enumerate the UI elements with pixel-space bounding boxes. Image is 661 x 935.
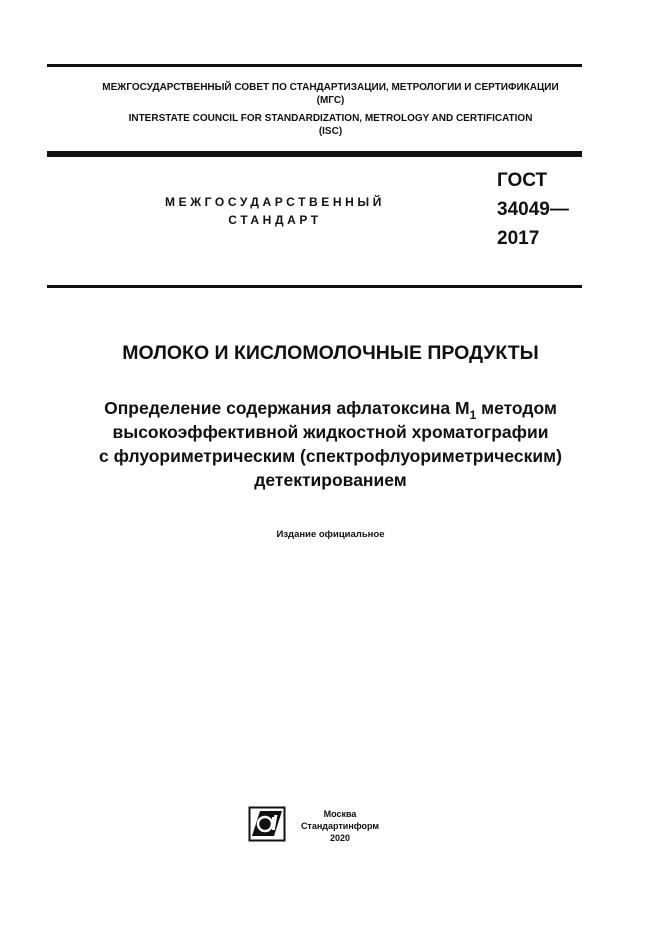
- gost-line3: 2017: [497, 228, 540, 249]
- council-ru-line2: (МГС): [316, 95, 345, 106]
- subtitle-line1-post: методом: [476, 398, 557, 418]
- subtitle-line1: [47, 397, 614, 420]
- standard-rule: [47, 285, 582, 288]
- document-title: МОЛОКО И КИСЛОМОЛОЧНЫЕ ПРОДУКТЫ: [122, 342, 539, 364]
- council-en-line2: (ISC): [318, 126, 343, 137]
- subtitle-line1-pre: Определение содержания афлатоксина M: [104, 398, 470, 418]
- publisher-city: Москва: [323, 809, 357, 819]
- standard-label-line2: СТАНДАРТ: [228, 213, 322, 227]
- subtitle-line2: высокоэффективной жидкостной хроматографии: [112, 422, 549, 442]
- publisher-year: 2020: [329, 833, 351, 843]
- header-thick-rule: [47, 151, 582, 157]
- standartinform-logo-icon: [248, 806, 286, 842]
- gost-line2: 34049—: [497, 199, 569, 220]
- top-rule: [47, 64, 582, 67]
- gost-line1: ГОСТ: [497, 170, 548, 191]
- subtitle-line3: с флуориметрическим (спектрофлуориметрическим): [99, 446, 562, 466]
- subtitle-line1-sub: 1: [469, 408, 477, 422]
- council-ru-line1: МЕЖГОСУДАРСТВЕННЫЙ СОВЕТ ПО СТАНДАРТИЗАЦИИ, МЕТРОЛОГИИ И СЕРТИФИКАЦИИ: [102, 82, 559, 93]
- publisher-name: Стандартинформ: [300, 821, 380, 831]
- standard-label-line1: МЕЖГОСУДАРСТВЕННЫЙ: [165, 195, 385, 209]
- subtitle-line4: детектированием: [254, 470, 407, 490]
- logo-graphic: [248, 806, 286, 842]
- council-en-line1: INTERSTATE COUNCIL FOR STANDARDIZATION, METROLOGY AND CERTIFICATION: [128, 113, 533, 124]
- edition-note: Издание официальное: [276, 529, 385, 540]
